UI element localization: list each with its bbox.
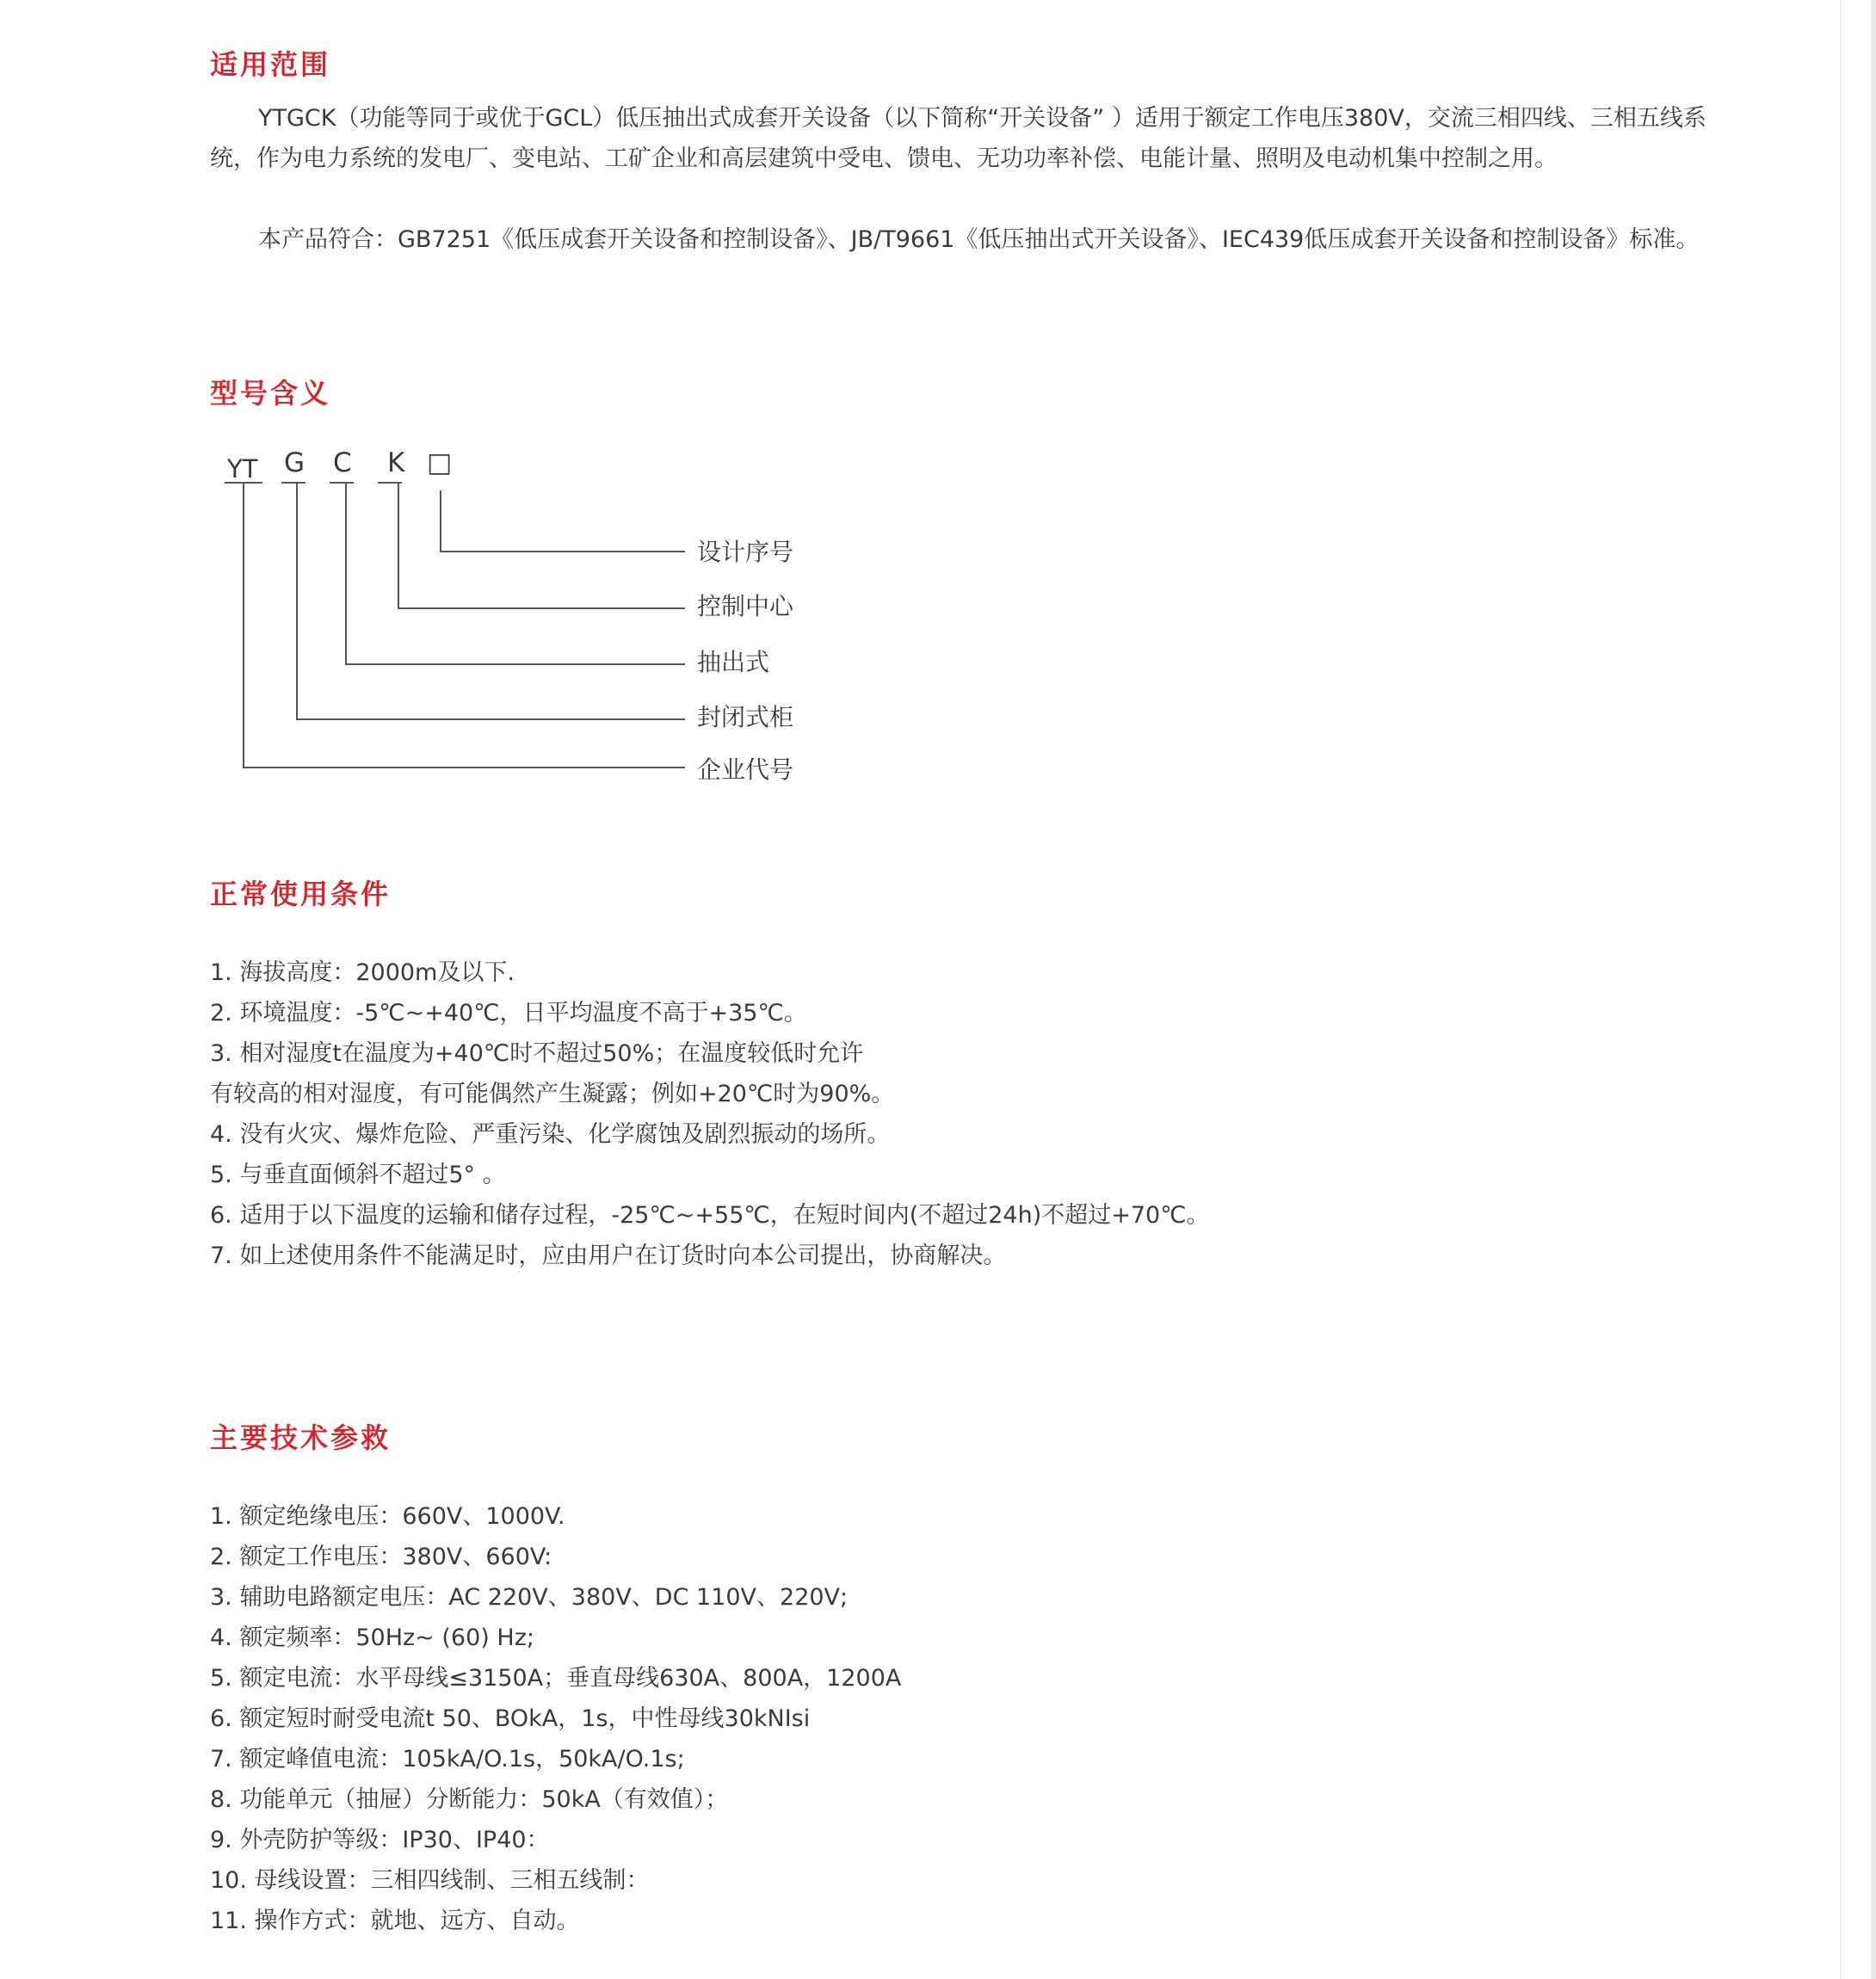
list-item: 2. 额定工作电压：380V、660V: [210,1544,552,1570]
label-design-serial: 设计序号 [697,538,794,566]
list-item: 2. 环境温度：-5℃~+40℃，日平均温度不高于+35℃。 [210,1000,807,1026]
label-company-code: 企业代号 [697,755,794,784]
list-item: 7. 如上述使用条件不能满足时，应由用户在订货时向本公司提出，协商解决。 [210,1242,1007,1269]
code-letter-c: C [333,447,352,478]
list-item: 3. 相对湿度t在温度为+40℃时不超过50%；在温度较低时允许 [210,1040,864,1067]
label-enclosed: 封闭式柜 [697,703,794,731]
code-letter-yt: YT [227,454,258,484]
leader-draw-out [346,483,685,664]
list-item: 6. 适用于以下温度的运输和储存过程，-25℃~+55℃，在短时间内(不超过24h)不超过+70℃。 [210,1202,1210,1229]
list-item: 10. 母线设置：三相四线制、三相五线制： [210,1867,650,1894]
section-title-params: 主要技术参救 [210,1421,392,1454]
leader-enclosed [297,483,685,719]
section-title-model: 型号含义 [210,377,331,410]
section-title-scope: 适用范围 [210,48,331,81]
label-control-center: 控制中心 [697,592,794,620]
scope-paragraph-2: 本产品符合：GB7251《低压成套开关设备和控制设备》、JB/T9661《低压抽出式开关设备》、IEC439低压成套开关设备和控制设备》标准。 [258,226,1700,253]
page-edge-line [1840,0,1842,1979]
conditions-list [210,953,1210,1276]
list-item: 3. 辅助电路额定电压：AC 220V、380V、DC 110V、220V; [210,1584,849,1611]
list-item: 1. 海拔高度：2000m及以下. [210,959,515,986]
list-item: 5. 与垂直面倾斜不超过5° 。 [210,1162,506,1188]
code-letter-k: K [387,447,405,478]
list-item: 有较高的相对湿度，有可能偶然产生凝露；例如+20℃时为90%。 [210,1081,895,1107]
list-item: 7. 额定峰值电流：105kA/O.1s，50kA/O.1s; [210,1746,685,1772]
list-item: 6. 额定短时耐受电流t 50、BOkA，1s，中性母线30kNIsi [210,1705,811,1732]
label-draw-out: 抽出式 [697,648,770,676]
scope-paragraph-1: YTGCK（功能等同于或优于GCL）低压抽出式成套开关设备（以下简称“开关设备” ）适用于额定工作电压380V，交流三相四线、三相五线系统，作为电力系统的发电厂、变电站、工矿企业和高层建筑中受电、馈电、无功功率补偿、电能计量、照明及电动机集中控制之用。 [210,105,1706,172]
list-item: 4. 额定频率：50Hz~ (60) Hz; [210,1625,534,1651]
list-item: 9. 外壳防护等级：IP30、IP40： [210,1827,550,1853]
code-letter-g: G [284,447,305,478]
model-code-diagram [210,447,864,792]
list-item: 5. 额定电流：水平母线≤3150A；垂直母线630A、800A，1200A [210,1665,902,1692]
params-list [210,1496,901,1941]
section-title-conditions: 正常使用条件 [210,878,392,910]
page-edge [1871,0,1876,1979]
leader-company-code [244,483,685,768]
list-item: 4. 没有火灾、爆炸危险、严重污染、化学腐蚀及剧烈振动的场所。 [210,1121,891,1148]
list-item: 11. 操作方式：就地、远方、自动。 [210,1908,580,1934]
list-item: 1. 额定绝缘电压：660V、1000V. [210,1503,565,1530]
code-letter-placeholder: □ [427,447,453,478]
list-item: 8. 功能单元（抽屉）分断能力：50kA（有效值）； [210,1786,729,1813]
leader-design-serial [441,490,685,552]
